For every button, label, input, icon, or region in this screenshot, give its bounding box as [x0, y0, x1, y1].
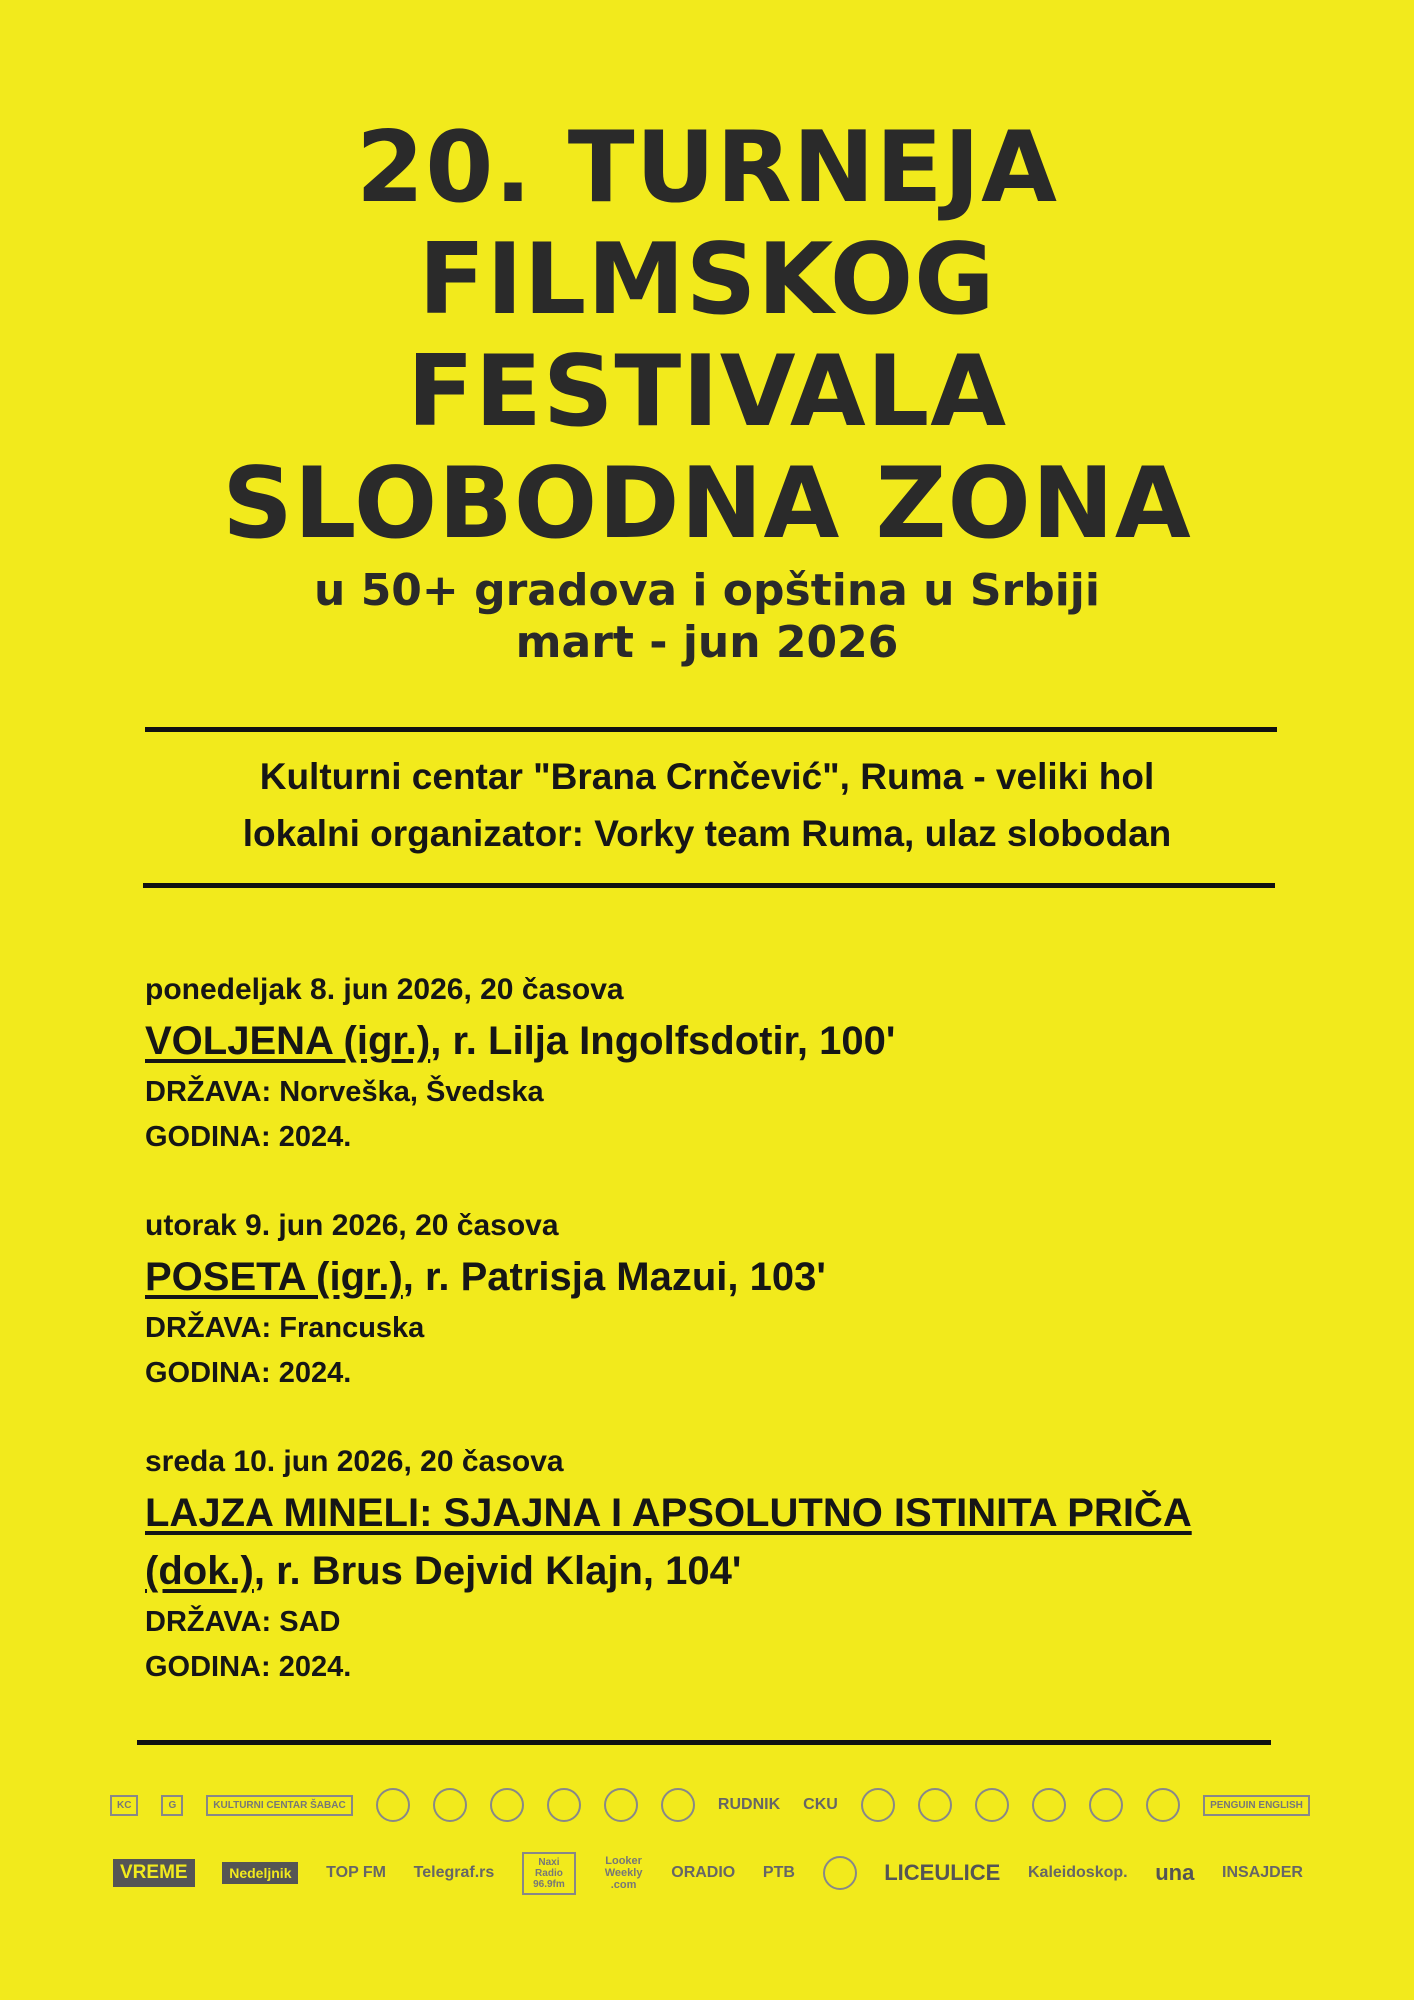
sponsor-logos-row-2	[113, 1843, 1303, 1903]
emblem-icon	[547, 1788, 581, 1822]
film-title-link[interactable]: LAJZA MINELI: SJAJNA I APSOLUTNO ISTINITA PRIČA (dok.)	[145, 1491, 1192, 1593]
sponsor-logo: una	[1155, 1860, 1195, 1885]
emblem-icon	[975, 1788, 1009, 1822]
film-year: GODINA: 2024.	[145, 1121, 352, 1153]
sponsor-logo: PTB	[762, 1864, 795, 1881]
sponsor-logo: ORADIO	[671, 1864, 736, 1881]
film-director: , r. Patrisja Mazui, 103'	[402, 1255, 826, 1299]
sponsor-logos-row-1	[110, 1770, 1310, 1840]
subtitle-line-2: mart - jun 2026	[515, 617, 899, 668]
screening-film	[145, 1484, 1295, 1600]
screening-item	[145, 970, 1295, 1160]
emblem-icon	[823, 1856, 857, 1890]
emblem-icon	[490, 1788, 524, 1822]
sponsor-logo: CKU	[803, 1796, 838, 1813]
screening-date: sreda 10. jun 2026, 20 časova	[145, 1445, 564, 1478]
film-country: DRŽAVA: Norveška, Švedska	[145, 1076, 544, 1108]
sponsor-logo: Telegraf.rs	[413, 1864, 495, 1881]
sponsor-logo: KULTURNI CENTAR ŠABAC	[206, 1795, 352, 1816]
emblem-icon	[1089, 1788, 1123, 1822]
emblem-icon	[376, 1788, 410, 1822]
divider-top	[145, 727, 1277, 732]
emblem-icon	[604, 1788, 638, 1822]
sponsor-logo: Naxi Radio 96.9fm	[522, 1852, 576, 1895]
title-line-1: 20. TURNEJA	[356, 111, 1058, 225]
sponsor-logo: KC	[110, 1795, 138, 1816]
festival-title	[0, 112, 1414, 560]
film-year: GODINA: 2024.	[145, 1651, 352, 1683]
sponsor-logo: PENGUIN ENGLISH	[1203, 1795, 1310, 1816]
screening-list	[145, 970, 1295, 1690]
screening-film	[145, 1012, 1295, 1070]
film-director: , r. Lilja Ingolfsdotir, 100'	[430, 1019, 896, 1063]
film-title-link[interactable]: VOLJENA (igr.)	[145, 1019, 431, 1063]
sponsor-logo: G	[161, 1795, 183, 1816]
emblem-icon	[918, 1788, 952, 1822]
venue-info	[0, 748, 1414, 862]
title-line-3: FESTIVALA	[406, 335, 1008, 449]
sponsor-logo: LICEULICE	[884, 1860, 1001, 1885]
venue-line-1: Kulturni centar "Brana Crnčević", Ruma - veliki hol	[259, 756, 1155, 797]
sponsor-logo: Looker Weekly .com	[604, 1855, 643, 1891]
title-line-2: FILMSKOG	[418, 223, 996, 337]
film-title-link[interactable]: POSETA (igr.)	[145, 1255, 403, 1299]
screening-date: ponedeljak 8. jun 2026, 20 časova	[145, 973, 624, 1006]
venue-line-2: lokalni organizator: Vorky team Ruma, ulaz slobodan	[242, 813, 1172, 854]
emblem-icon	[1032, 1788, 1066, 1822]
film-year: GODINA: 2024.	[145, 1357, 352, 1389]
divider-bottom	[137, 1740, 1271, 1745]
subtitle-line-1: u 50+ gradova i opština u Srbiji	[314, 565, 1100, 616]
film-country: DRŽAVA: Francuska	[145, 1312, 425, 1344]
sponsor-logo: INSAJDER	[1222, 1864, 1303, 1881]
film-country: DRŽAVA: SAD	[145, 1606, 341, 1638]
emblem-icon	[661, 1788, 695, 1822]
sponsor-logo: TOP FM	[326, 1864, 386, 1881]
title-line-4: SLOBODNA ZONA	[222, 447, 1192, 561]
screening-item	[145, 1206, 1295, 1396]
divider-middle	[143, 883, 1275, 888]
emblem-icon	[861, 1788, 895, 1822]
sponsor-logo: Kaleidoskop.	[1028, 1864, 1128, 1881]
emblem-icon	[433, 1788, 467, 1822]
screening-date: utorak 9. jun 2026, 20 časova	[145, 1209, 559, 1242]
screening-item	[145, 1442, 1295, 1690]
sponsor-logo: VREME	[113, 1859, 195, 1887]
screening-film	[145, 1248, 1295, 1306]
sponsor-logo: Nedeljnik	[222, 1862, 298, 1884]
film-director: , r. Brus Dejvid Klajn, 104'	[253, 1549, 742, 1593]
sponsor-logo: RUDNIK	[717, 1796, 781, 1813]
festival-subtitle	[0, 565, 1414, 669]
emblem-icon	[1146, 1788, 1180, 1822]
